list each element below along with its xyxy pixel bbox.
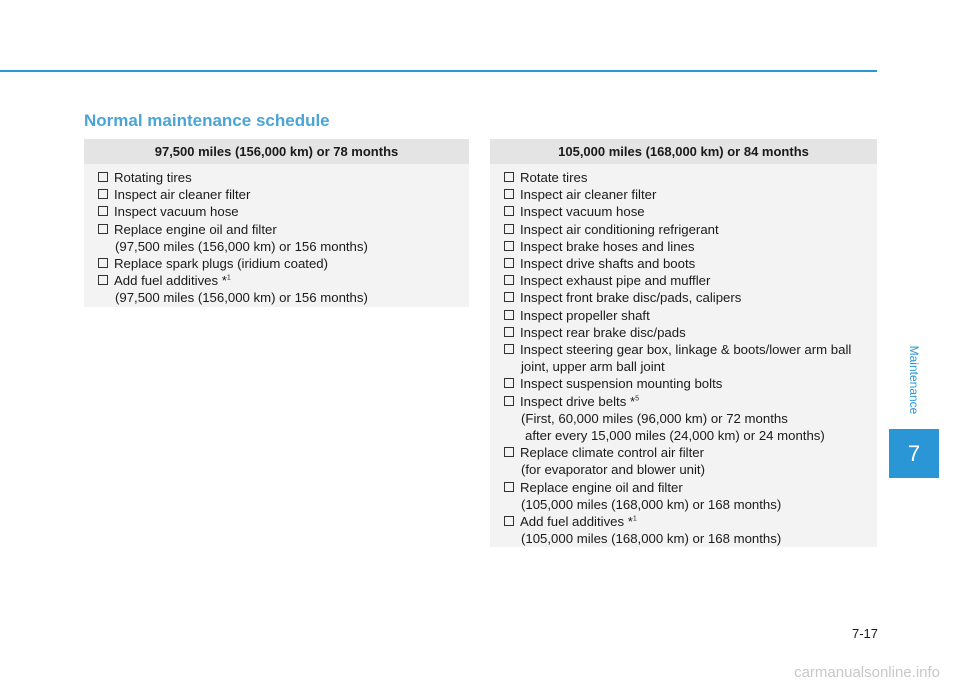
checklist-item xyxy=(98,272,469,289)
checkbox-icon xyxy=(504,482,514,492)
checklist-item-text: Replace climate control air filter xyxy=(520,445,704,461)
checklist-item-text: Rotating tires xyxy=(114,170,192,185)
checklist-item xyxy=(504,513,877,530)
checklist-item xyxy=(98,169,469,186)
checklist-item-note: (97,500 miles (156,000 km) or 156 months) xyxy=(115,290,368,306)
checkbox-icon xyxy=(504,275,514,285)
checklist xyxy=(84,164,469,313)
checkbox-icon xyxy=(504,327,514,337)
checklist-item xyxy=(504,375,877,392)
checklist-item xyxy=(504,479,877,496)
chapter-tab: 7 xyxy=(889,429,939,478)
checklist-item-text: Rotate tires xyxy=(520,170,588,185)
checklist-item xyxy=(98,203,469,220)
checkbox-icon xyxy=(98,206,108,216)
checklist-item xyxy=(504,324,877,341)
checklist-item-text: Inspect exhaust pipe and muffler xyxy=(520,273,711,289)
checklist-item-text: Inspect suspension mounting bolts xyxy=(520,376,723,392)
checklist-item-text: Inspect front brake disc/pads, calipers xyxy=(520,290,742,306)
top-rule xyxy=(0,70,877,72)
checkbox-icon xyxy=(504,378,514,388)
checklist-item xyxy=(98,255,469,272)
checklist-item xyxy=(98,221,469,238)
checklist-item-text: Inspect air conditioning refrigerant xyxy=(520,221,719,237)
checkbox-icon xyxy=(98,189,108,199)
checkbox-icon xyxy=(98,172,108,182)
checklist-item xyxy=(504,238,877,255)
checklist-item xyxy=(504,272,877,289)
schedule-header: 105,000 miles (168,000 km) or 84 months xyxy=(490,139,877,164)
checkbox-icon xyxy=(98,224,108,234)
checklist-item-note: (for evaporator and blower unit) xyxy=(521,462,705,478)
footnote-marker: 1 xyxy=(632,515,637,523)
checkbox-icon xyxy=(504,447,514,457)
checkbox-icon xyxy=(504,241,514,251)
checklist-item xyxy=(504,186,877,203)
checklist-item xyxy=(504,289,877,306)
checkbox-icon xyxy=(504,292,514,302)
checklist-item-text: Add fuel additives * xyxy=(520,514,633,530)
checklist-item xyxy=(504,169,877,186)
checklist-item-text: Inspect air cleaner filter xyxy=(114,187,251,203)
checkbox-icon xyxy=(98,275,108,285)
checklist-item xyxy=(504,255,877,272)
schedule-box-105000 xyxy=(490,139,877,547)
checklist-item xyxy=(504,444,877,461)
checkbox-icon xyxy=(504,310,514,320)
checklist-item-text: Inspect drive belts * xyxy=(520,393,636,409)
page-number: 7-17 xyxy=(851,626,878,641)
checkbox-icon xyxy=(504,224,514,234)
checklist-item xyxy=(504,307,877,324)
checkbox-icon xyxy=(504,344,514,354)
checklist-item-note: (105,000 miles (168,000 km) or 168 months) xyxy=(521,531,782,547)
checkbox-icon xyxy=(504,206,514,216)
footnote-marker: 1 xyxy=(226,274,231,282)
checkbox-icon xyxy=(98,258,108,268)
watermark: carmanualsonline.info xyxy=(794,664,940,681)
checklist-item-text: Inspect vacuum hose xyxy=(114,204,239,220)
chapter-side-label xyxy=(889,340,939,420)
checklist-item-note: (First, 60,000 miles (96,000 km) or 72 months xyxy=(521,410,788,426)
checklist-item-note: (97,500 miles (156,000 km) or 156 months) xyxy=(115,238,368,254)
checklist-item-text: Replace engine oil and filter xyxy=(114,221,277,237)
checklist-item-text: Inspect propeller shaft xyxy=(520,307,650,323)
chapter-side-label-text: Maintenance xyxy=(907,345,921,415)
checklist-item-text: Inspect rear brake disc/pads xyxy=(520,324,686,340)
checklist-item-note: joint, upper arm ball joint xyxy=(521,359,665,375)
checklist-item-text: Inspect drive shafts and boots xyxy=(520,256,696,272)
checklist-item-text: Inspect brake hoses and lines xyxy=(520,238,695,254)
checklist-item xyxy=(504,221,877,238)
checkbox-icon xyxy=(504,516,514,526)
schedule-box-97500 xyxy=(84,139,469,307)
checklist-item-text: Inspect air cleaner filter xyxy=(520,187,657,203)
page-title: Normal maintenance schedule xyxy=(84,111,330,130)
checklist-item xyxy=(504,393,877,410)
checklist-item xyxy=(504,341,877,358)
checklist-item-text: Replace engine oil and filter xyxy=(520,479,683,495)
checklist-item xyxy=(98,186,469,203)
checklist-item-text: Inspect steering gear box, linkage & boots/lower arm ball xyxy=(520,342,852,358)
footnote-marker: 5 xyxy=(635,395,639,403)
checkbox-icon xyxy=(504,172,514,182)
checklist-item-text: Inspect vacuum hose xyxy=(520,204,645,220)
checklist-item xyxy=(504,203,877,220)
checklist-item-note: (105,000 miles (168,000 km) or 168 months) xyxy=(521,496,782,512)
schedule-header: 97,500 miles (156,000 km) or 78 months xyxy=(84,139,469,164)
checkbox-icon xyxy=(504,258,514,268)
checklist-item-text: Add fuel additives * xyxy=(114,273,227,289)
checklist xyxy=(490,164,877,553)
checklist-item-note: after every 15,000 miles (24,000 km) or 24 months) xyxy=(525,428,825,444)
checkbox-icon xyxy=(504,396,514,406)
checklist-item-text: Replace spark plugs (iridium coated) xyxy=(114,256,329,272)
checkbox-icon xyxy=(504,189,514,199)
